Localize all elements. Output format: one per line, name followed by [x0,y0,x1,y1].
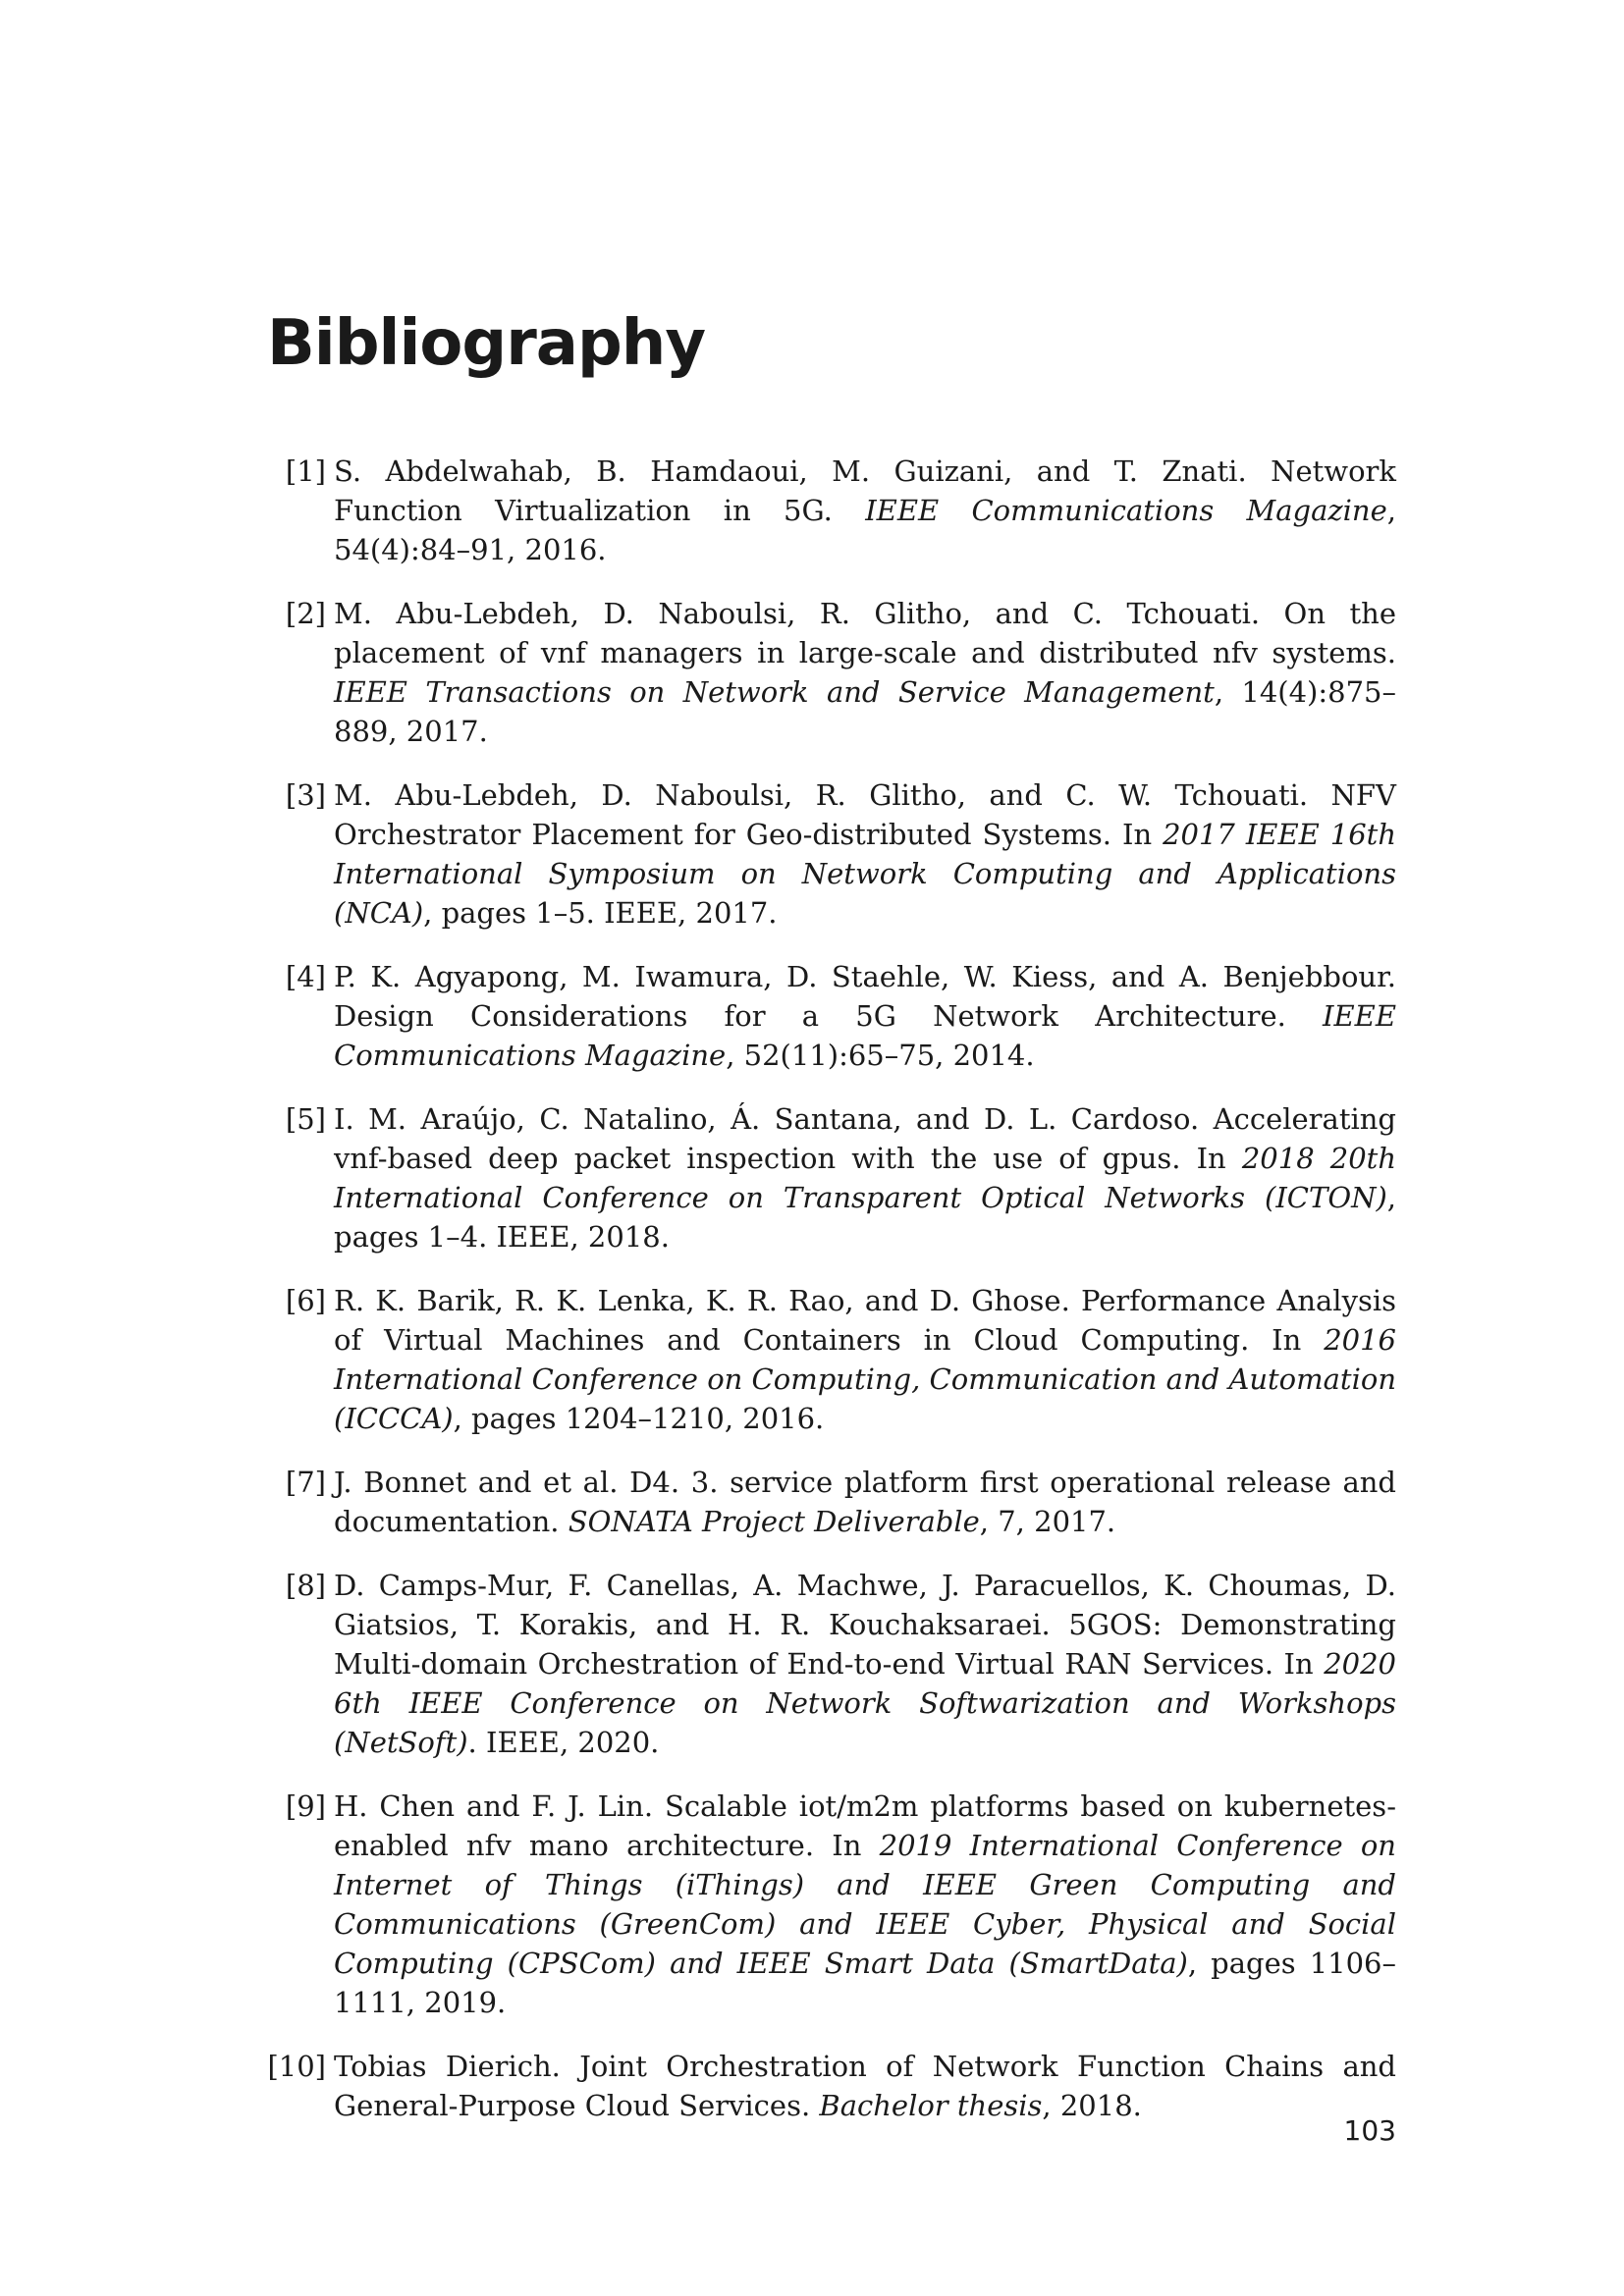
bib-entry-text: H. Chen and F. J. Lin. Scalable iot/m2m platforms based on kubernetes-enabled nfv mano architecture. In [334,1789,1396,1862]
page-title: Bibliography [267,307,706,380]
bibliography-list [267,452,1396,2150]
bib-entry-text: J. Bonnet and et al. D4. 3. service platform first operational release and documentation. [334,1466,1396,1538]
bib-entry-number: [8] [285,1569,326,1602]
bib-entry-8 [267,1566,1396,1762]
bib-entry-3 [267,775,1396,933]
bib-entry-10 [267,2047,1396,2125]
bib-entry-6 [267,1281,1396,1438]
bib-entry-number: [2] [285,597,326,630]
bib-entry-venue: 2017 IEEE 16th International Symposium on Network Computing and Applications (NCA) [334,818,1396,930]
bib-entry-number: [10] [267,2050,326,2083]
bib-entry-venue: IEEE Communications Magazine [865,494,1387,527]
bib-entry-text: M. Abu-Lebdeh, D. Naboulsi, R. Glitho, and C. W. Tchouati. NFV Orchestrator Placement for Geo-distributed Systems. In [334,778,1396,851]
bib-entry-number: [4] [285,960,326,993]
bib-entry-venue: 2016 International Conference on Computing, Communication and Automation (ICCCA) [334,1323,1396,1435]
bib-entry-text: Tobias Dierich. Joint Orchestration of Network Function Chains and General-Purpose Cloud Services. [334,2050,1396,2122]
bib-entry-details: , 14(4):875–889, 2017. [334,675,1396,748]
bib-entry-7 [267,1463,1396,1541]
bib-entry-number: [6] [285,1284,326,1317]
page-number: 103 [1343,2114,1396,2147]
bib-entry-details: , pages 1–4. IEEE, 2018. [334,1181,1396,1254]
bib-entry-details: , 7, 2017. [979,1505,1116,1538]
bib-entry-1 [267,452,1396,569]
bib-entry-number: [1] [285,454,326,488]
bib-entry-venue: SONATA Project Deliverable [568,1505,980,1538]
bib-entry-9 [267,1787,1396,2022]
bib-entry-2 [267,594,1396,751]
bib-entry-venue: 2018 20th International Conference on Transparent Optical Networks (ICTON) [334,1142,1396,1214]
bib-entry-venue: 2019 International Conference on Internet of Things (iThings) and IEEE Green Computing and Communications (GreenCom) and IEEE Cyber, Physical and Social Computing (CPSCom) and IEEE Smart Data (SmartData) [334,1829,1396,1980]
bib-entry-4 [267,957,1396,1075]
bib-entry-details: , 2018. [1042,2089,1142,2122]
bib-entry-text: S. Abdelwahab, B. Hamdaoui, M. Guizani, and T. Znati. Network Function Virtualization in 5G. [334,454,1396,527]
bib-entry-text: D. Camps-Mur, F. Canellas, A. Machwe, J. Paracuellos, K. Choumas, D. Giatsios, T. Korakis, and H. R. Kouchaksaraei. 5GOS: Demonstrating Multi-domain Orchestration of End-to-end Virtual RAN Services. In [334,1569,1396,1681]
bib-entry-venue: 2020 6th IEEE Conference on Network Softwarization and Workshops (NetSoft) [334,1647,1396,1759]
bib-entry-number: [3] [285,778,326,812]
bib-entry-text: I. M. Araújo, C. Natalino, Á. Santana, and D. L. Cardoso. Accelerating vnf-based deep packet inspection with the use of gpus. In [334,1102,1396,1175]
bib-entry-details: , 54(4):84–91, 2016. [334,494,1396,566]
bib-entry-number: [5] [285,1102,326,1136]
bib-entry-number: [7] [285,1466,326,1499]
bib-entry-venue: Bachelor thesis [819,2089,1043,2122]
bib-entry-details: , pages 1204–1210, 2016. [453,1402,825,1435]
bib-entry-number: [9] [285,1789,326,1823]
bib-entry-text: M. Abu-Lebdeh, D. Naboulsi, R. Glitho, and C. Tchouati. On the placement of vnf managers in large-scale and distributed nfv systems. [334,597,1396,669]
bib-entry-venue: IEEE Transactions on Network and Service Management [334,675,1215,709]
bib-entry-details: , 52(11):65–75, 2014. [726,1039,1035,1072]
bib-entry-text: R. K. Barik, R. K. Lenka, K. R. Rao, and D. Ghose. Performance Analysis of Virtual Machines and Containers in Cloud Computing. In [334,1284,1396,1357]
bib-entry-text: P. K. Agyapong, M. Iwamura, D. Staehle, W. Kiess, and A. Benjebbour. Design Considerations for a 5G Network Architecture. [334,960,1396,1033]
bib-entry-details: . IEEE, 2020. [467,1726,660,1759]
bib-entry-details: , pages 1–5. IEEE, 2017. [423,896,778,930]
bib-entry-venue: IEEE Communications Magazine [334,999,1396,1072]
bib-entry-details: , pages 1106–1111, 2019. [334,1947,1396,2019]
bib-entry-5 [267,1099,1396,1256]
